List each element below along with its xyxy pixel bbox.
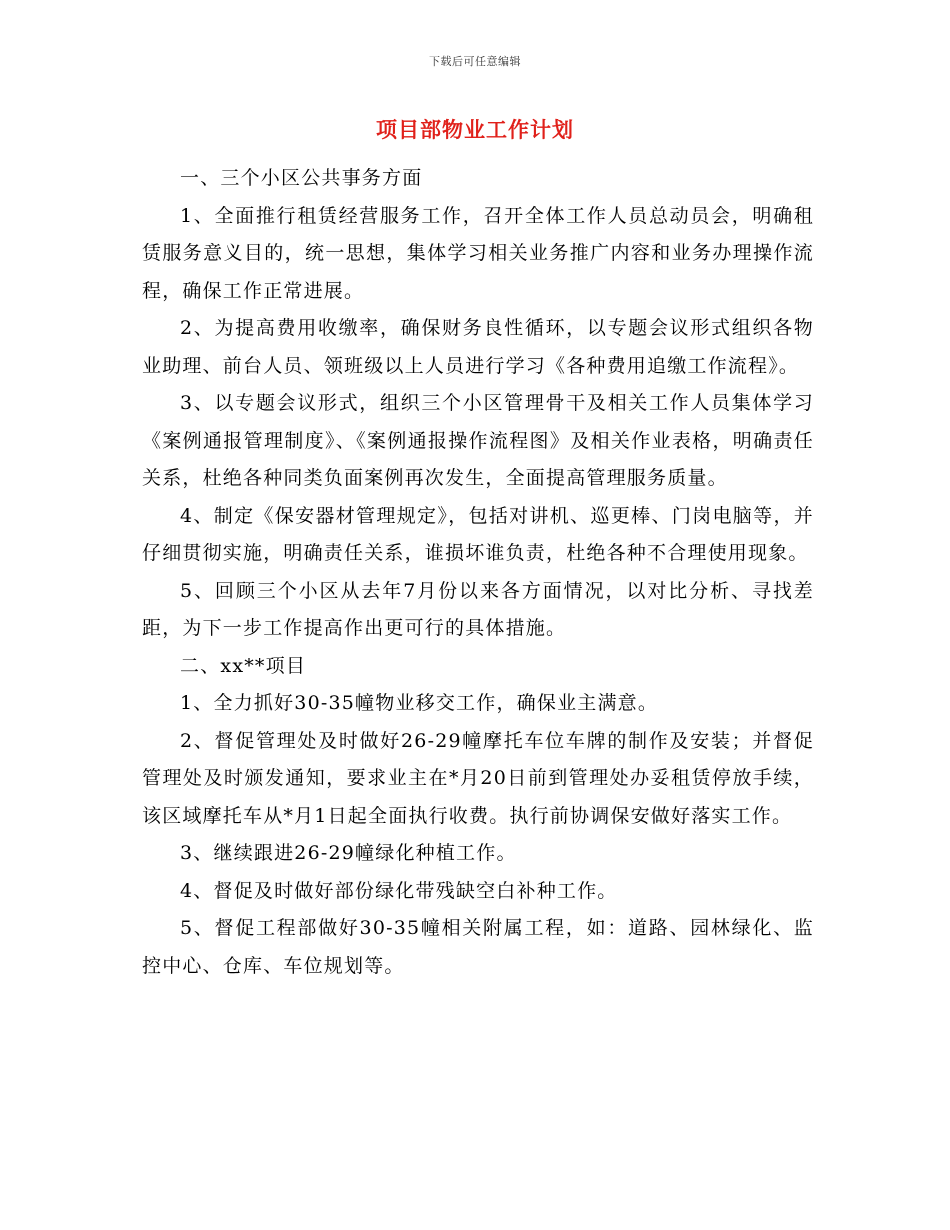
section-heading-public-affairs: 一、三个小区公共事务方面 — [180, 167, 423, 189]
paragraph-item: 1、全力抓好30-35幢物业移交工作，确保业主满意。 — [180, 692, 659, 714]
paragraph-item: 4、制定《保安器材管理规定》，包括对讲机、巡更棒、门岗电脑等，并仔细贯彻实施，明确责任关系，谁损坏谁负责，杜绝各种不合理使用现象。 — [142, 504, 814, 564]
paragraph-item: 5、回顾三个小区从去年7月份以来各方面情况，以对比分析、寻找差距，为下一步工作提高作出更可行的具体措施。 — [142, 579, 814, 639]
paragraph-item: 1、全面推行租赁经营服务工作，召开全体工作人员总动员会，明确租赁服务意义目的，统一思想，集体学习相关业务推广内容和业务办理操作流程，确保工作正常进展。 — [142, 204, 814, 302]
paragraph-item: 2、为提高费用收缴率，确保财务良性循环，以专题会议形式组织各物业助理、前台人员、领班级以上人员进行学习《各种费用追缴工作流程》。 — [142, 317, 814, 377]
section-heading-project: 二、xx**项目 — [180, 654, 307, 677]
paragraph-item: 3、继续跟进26-29幢绿化种植工作。 — [180, 842, 517, 864]
paragraph-item: 5、督促工程部做好30-35幢相关附属工程，如：道路、园林绿化、监控中心、仓库、车位规划等。 — [142, 917, 814, 977]
paragraph-item: 2、督促管理处及时做好26-29幢摩托车位车牌的制作及安装；并督促管理处及时颁发通知，要求业主在*月20日前到管理处办妥租赁停放手续，该区域摩托车从*月1日起全面执行收费。执行前协调保安做好落实工作。 — [142, 729, 814, 827]
document-title: 项目部物业工作计划 — [376, 118, 574, 142]
page-header-note: 下载后可任意编辑 — [429, 55, 521, 68]
paragraph-item: 3、以专题会议形式，组织三个小区管理骨干及相关工作人员集体学习《案例通报管理制度》、《案例通报操作流程图》及相关作业表格，明确责任关系，杜绝各种同类负面案例再次发生，全面提高管理服务质量。 — [142, 392, 814, 489]
paragraph-item: 4、督促及时做好部份绿化带残缺空白补种工作。 — [180, 879, 618, 902]
document-body — [142, 160, 814, 985]
